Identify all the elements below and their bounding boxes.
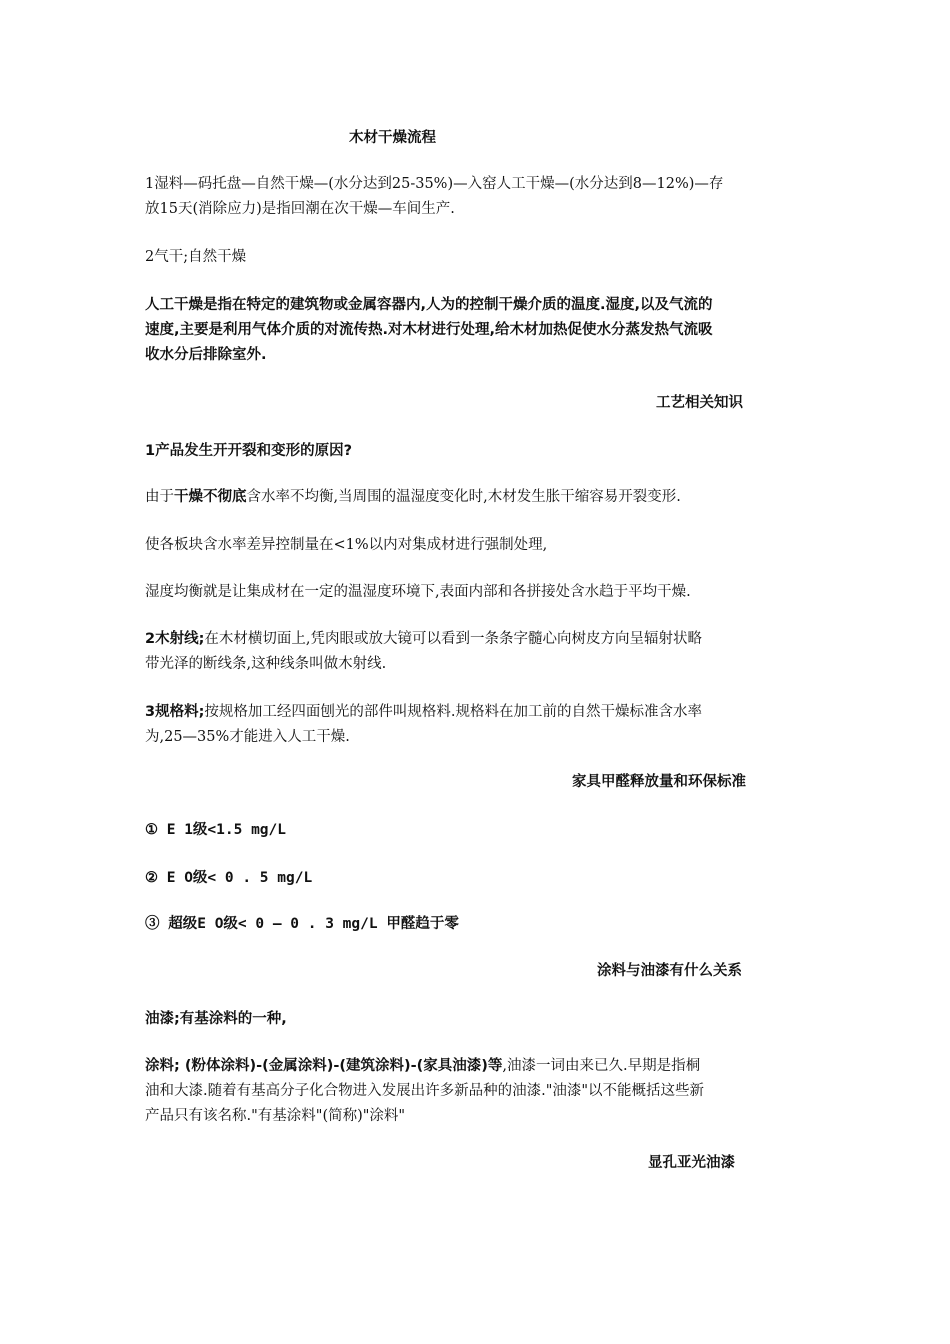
section-heading-open-pore-matte: 显孔亚光油漆 (648, 1155, 735, 1171)
paragraph-1-line-2: 放15天(消除应力)是指回潮在次干燥—车间生产. (145, 201, 455, 217)
paragraph-10-line-1-rest: ,油漆一词由来已久.早期是指桐 (502, 1058, 701, 1074)
paragraph-10-line-3: 产品只有该名称."有基涂料"(简称)"涂料" (145, 1108, 406, 1124)
paragraph-7-line-1 (145, 627, 805, 651)
paragraph-8-line-2: 为,25—35%才能进入人工干燥. (145, 729, 350, 745)
paragraph-4-prefix: 由于 (145, 489, 174, 505)
paragraph-4-bold: 干燥不彻底 (174, 489, 247, 505)
standard-super-e0: ③ 超级E O级< 0 — 0 . 3 mg/L 甲醛趋于零 (145, 916, 459, 932)
section-heading-formaldehyde: 家具甲醛释放量和环保标准 (572, 774, 746, 790)
paragraph-2: 2气干;自然干燥 (145, 249, 247, 265)
standard-e0: ② E O级< 0 . 5 mg/L (145, 870, 313, 886)
paragraph-1-line-1: 1湿料—码托盘—自然干燥—(水分达到25-35%)—入窑人工干燥—(水分达到8—12%)—存 (145, 176, 724, 192)
paragraph-5: 使各板块含水率差异控制量在<1%以内对集成材进行强制处理, (145, 537, 548, 553)
section-heading-craft-knowledge: 工艺相关知识 (656, 395, 743, 411)
question-1: 1产品发生开开裂和变形的原因? (145, 443, 352, 459)
paragraph-8-line-1-rest: 按规格加工经四面刨光的部件叫规格料.规格料在加工前的自然干燥标准含水率 (204, 704, 702, 720)
paragraph-9: 油漆;有基涂料的一种, (145, 1011, 287, 1027)
paragraph-10-line-2: 油和大漆.随着有基高分子化合物进入发展出许多新品种的油漆."油漆"以不能概括这些新 (145, 1083, 705, 1099)
paragraph-8-line-1 (145, 700, 805, 724)
paragraph-6: 湿度均衡就是让集成材在一定的温湿度环境下,表面内部和各拼接处含水趋于平均干燥. (145, 584, 691, 600)
paragraph-4 (145, 485, 805, 509)
paragraph-4-rest: 含水率不均衡,当周围的温湿度变化时,木材发生胀干缩容易开裂变形. (246, 489, 681, 505)
wood-ray-term: 2木射线; (145, 631, 205, 647)
standard-e1: ① E 1级<1.5 mg/L (145, 822, 286, 838)
paragraph-7-line-2: 带光泽的断线条,这种线条叫做木射线. (145, 656, 387, 672)
paragraph-7-line-1-rest: 在木材横切面上,凭肉眼或放大镜可以看到一条条字髓心向树皮方向呈辐射状略 (204, 631, 702, 647)
section-heading-coatings: 涂料与油漆有什么关系 (597, 963, 742, 979)
document-title: 木材干燥流程 (349, 130, 436, 146)
paragraph-3-line-3: 收水分后排除室外. (145, 347, 267, 363)
paragraph-3-line-2: 速度,主要是利用气体介质的对流传热.对木材进行处理,给木材加热促使水分蒸发热气流吸 (145, 322, 713, 338)
paragraph-3-line-1: 人工干燥是指在特定的建筑物或金属容器内,人为的控制干燥介质的温度.湿度,以及气流的 (145, 297, 713, 313)
spec-material-term: 3规格料; (145, 704, 205, 720)
paragraph-10-line-1 (145, 1054, 805, 1078)
coatings-term: 涂料; (粉体涂料)-(金属涂料)-(建筑涂料)-(家具油漆)等 (145, 1058, 503, 1074)
